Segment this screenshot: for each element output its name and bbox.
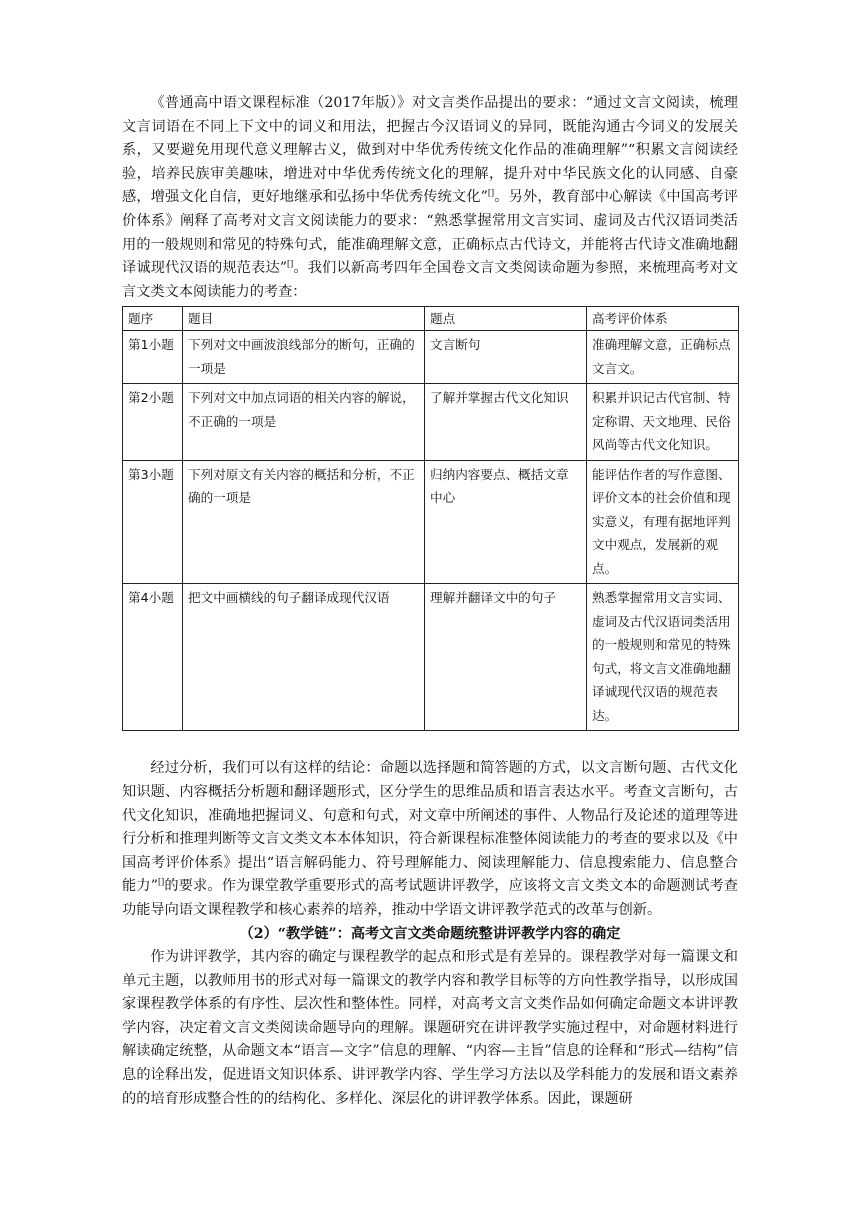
document-page xyxy=(122,92,738,1111)
row-question: 下列对文中画波浪线部分的断句，正确的一项是 xyxy=(183,331,425,384)
intro-paragraph xyxy=(122,92,738,304)
row-system: 准确理解文意，正确标点文言文。 xyxy=(587,331,739,384)
table-row xyxy=(123,384,739,461)
row-question: 下列对文中加点词语的相关内容的解说，不正确的一项是 xyxy=(183,384,425,461)
header-question: 题目 xyxy=(183,307,425,331)
row-point: 理解并翻译文中的句子 xyxy=(425,584,587,731)
final-paragraph: 作为讲评教学，其内容的确定与课程教学的起点和形式是有差异的。课程教学对每一篇课文和单元主题，以教师用书的形式对每一篇课文的教学内容和教学目标等的方向性教学指导，以形成国家课程教学体系的有序性、层次性和整体性。同样，对高考文言文类作品如何确定命题文本讲评教学内容，决定着文言文类阅读命题导向的理解。课题研究在讲评教学实施过程中，对命题材料进行解读确定统整，从命题文本“语言—文字”信息的理解、“内容—主旨”信息的诠释和“形式—结构”信息的诠释出发，促进语文知识体系、讲评教学内容、学生学习方法以及学科能力的发展和语文素养的的培育形成整合性的的结构化、多样化、深层化的讲评教学体系。因此，课题研 xyxy=(122,949,738,1107)
row-number: 第3小题 xyxy=(123,460,183,584)
citation-mark-2: [] xyxy=(287,259,294,269)
row-system: 熟悉掌握常用文言实词、虚词及古代汉语词类活用的一般规则和常见的特殊句式，将文言文准确地翻译诚现代汉语的规范表达。 xyxy=(587,584,739,731)
row-number: 第4小题 xyxy=(123,584,183,731)
section-heading: （2）“教学链”：高考文言文类命题统整讲评教学内容的确定 xyxy=(239,925,621,942)
row-question: 把文中画横线的句子翻译成现代汉语 xyxy=(183,584,425,731)
row-point: 了解并掌握古代文化知识 xyxy=(425,384,587,461)
row-point: 归纳内容要点、概括文章中心 xyxy=(425,460,587,584)
analysis-text-2: 的要求。作为课堂教学重要形式的高考试题讲评教学，应该将文言文类文本的命题测试考查功能导向语文课程教学和核心素养的培养，推动中学语文讲评教学范式的改革与创新。 xyxy=(122,878,738,918)
citation-mark-3: [] xyxy=(157,877,165,887)
citation-mark-1: [] xyxy=(487,188,495,198)
intro-text-2: 。另外，教育部中心解读《中国高考评价体系》阐释了高考对文言文阅读能力的要求：“熟悉掌握常用文言实词、虚词及古代汉语词类活用的一般规则和常见的特殊句式，能准确理解文意，正确标点古代诗文，并能将古代诗文准确地翻译诚现代汉语的规范表达” xyxy=(122,189,738,277)
intro-text-1: 《普通高中语文课程标准（2017年版）》对文言类作品提出的要求：“通过文言文阅读，梳理文言词语在不同上下文中的词义和用法，把握古今汉语词义的异同，既能沟通古今词义的发展关系，又要避免用现代意义理解古义，做到对中华优秀传统文化作品的准确理解”“积累文言阅读经验，培养民族审美趣味，增进对中华优秀传统文化的理解，提升对中华民族文化的认同感、自豪感，增强文化自信，更好地继承和弘扬中华优秀传统文化” xyxy=(122,95,738,206)
table-row xyxy=(123,460,739,584)
exam-analysis-table xyxy=(122,306,739,731)
spacer xyxy=(122,731,738,757)
row-system: 积累并识记古代官制、特定称谓、天文地理、民俗风尚等古代文化知识。 xyxy=(587,384,739,461)
table-row xyxy=(123,584,739,731)
row-number: 第2小题 xyxy=(123,384,183,461)
intro-text-3: 。我们以新高考四年全国卷文言文类阅读命题为参照，来梳理高考对文言文类文本阅读能力的考查： xyxy=(122,260,738,300)
row-system: 能评估作者的写作意图、评价文本的社会价值和现实意义，有理有据地评判文中观点，发展新的观点。 xyxy=(587,460,739,584)
header-number: 题序 xyxy=(123,307,183,331)
row-number: 第1小题 xyxy=(123,331,183,384)
analysis-text-1: 经过分析，我们可以有这样的结论：命题以选择题和简答题的方式，以文言断句题、古代文化知识题、内容概括分析题和翻译题形式，区分学生的思维品质和语言表达水平。考查文言断句，古代文化知识，准确地把握词义、句意和句式，对文章中所阐述的事件、人物品行及论述的道理等进行分析和推理判断等文言文类文本本体知识，符合新课程标准整体阅读能力的考查的要求以及《中国高考评价体系》提出“语言解码能力、符号理解能力、阅读理解能力、信息搜索能力、信息整合能力” xyxy=(122,760,738,895)
header-system: 高考评价体系 xyxy=(587,307,739,331)
row-question: 下列对原文有关内容的概括和分析，不正确的一项是 xyxy=(183,460,425,584)
analysis-paragraph xyxy=(122,757,738,922)
row-point: 文言断句 xyxy=(425,331,587,384)
table-row xyxy=(123,331,739,384)
header-point: 题点 xyxy=(425,307,587,331)
table-header-row xyxy=(123,307,739,331)
